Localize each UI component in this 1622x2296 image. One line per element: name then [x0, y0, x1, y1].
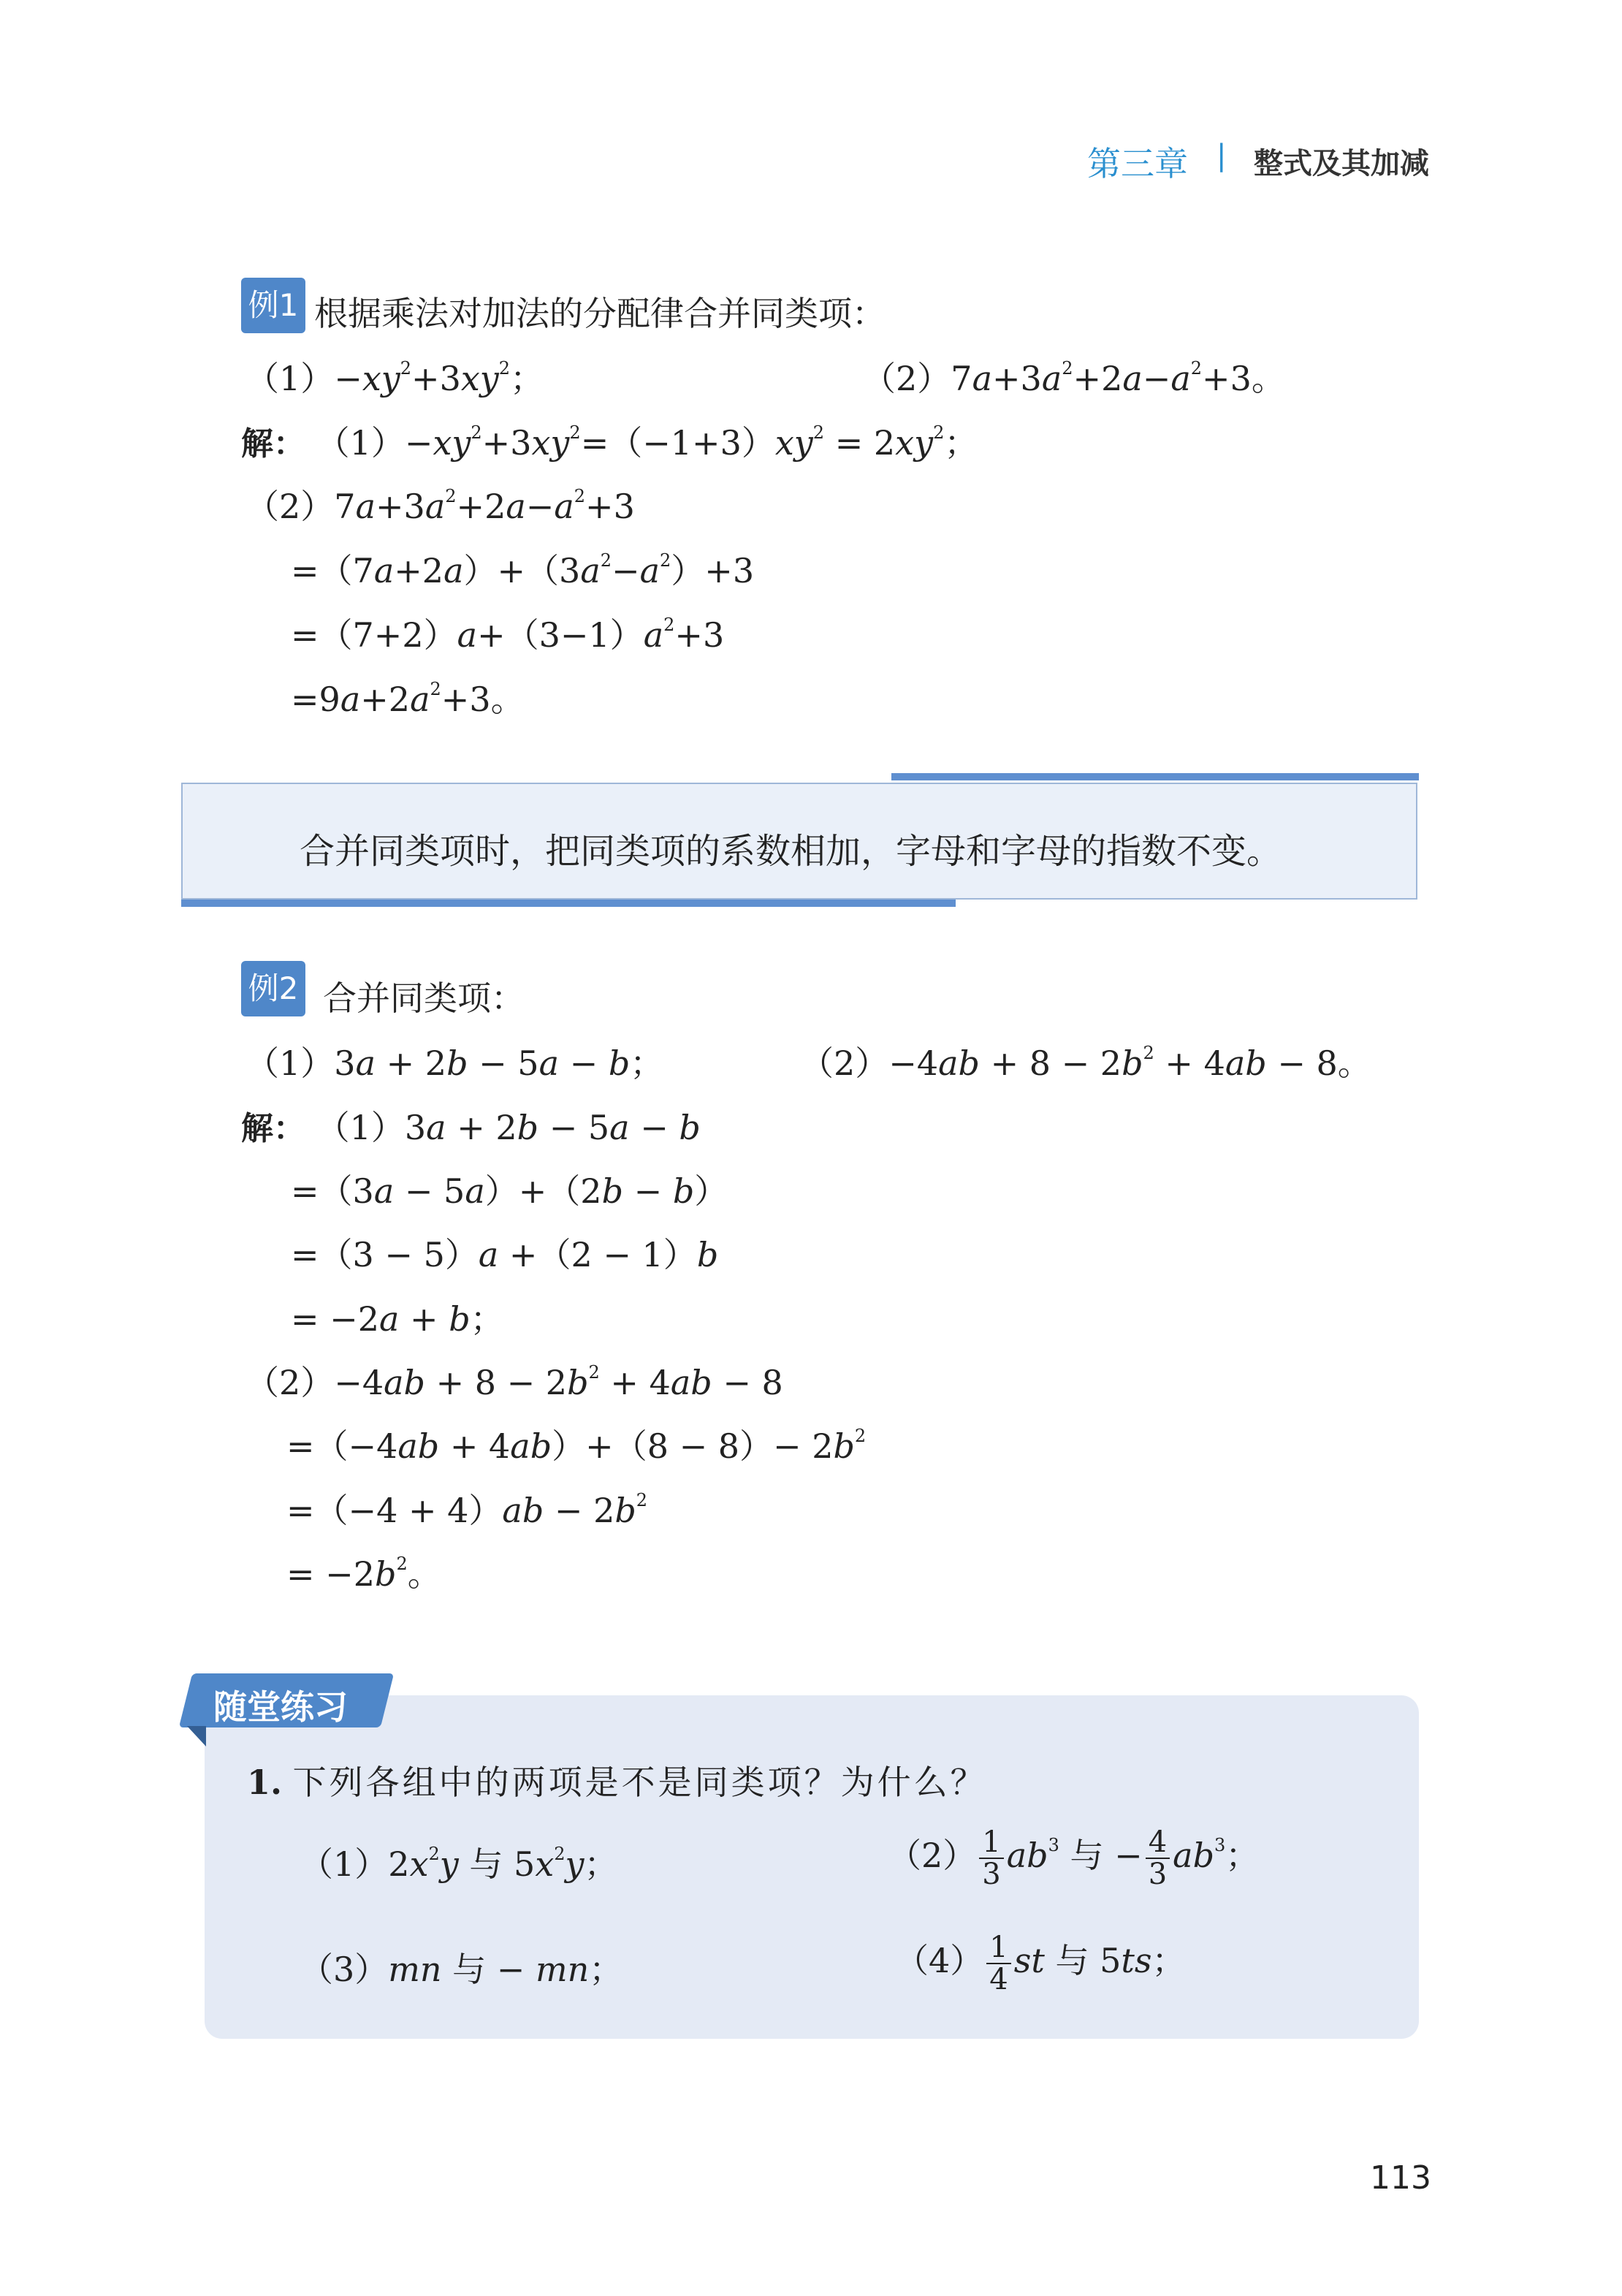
practice-item-1: $(1)2x^2y$ 与 $5x^2y$；	[300, 1844, 618, 1884]
example-1-prompt: 根据乘法对加法的分配律合并同类项：	[314, 294, 886, 333]
practice-item-2: （2） $\frac{1}{3}$ $ab^3$ 与 − $\frac{4}{3}$ $ab^3$；	[888, 1825, 1260, 1891]
example-2-badge: 例2	[241, 961, 305, 1016]
example-1-solution-1: 解： $(1)-xy^2+3xy^2=(-1+3)xy^2 = 2xy^2$；	[241, 422, 978, 463]
practice-item-4: （4） $\frac{1}{4}$ st 与 5ts；	[895, 1931, 1186, 1996]
rule-box-bottom-accent	[181, 900, 956, 907]
practice-tab-label: 随堂练习	[213, 1687, 348, 1727]
example-2-solution-1-line-4: = −2a + b；	[291, 1299, 504, 1339]
example-1-badge: 例1	[241, 278, 305, 333]
example-2-solution-2-line-2: $=(-4ab + 4ab)+(8 - 8)- 2b^2$	[286, 1426, 867, 1466]
rule-box-top-accent	[891, 773, 1419, 780]
example-2-problem-1: （1）3a + 2b − 5a − b；	[245, 1044, 664, 1083]
example-2-solution-1-line-3: =（3 − 5）a +（2 − 1）b	[291, 1235, 719, 1274]
chapter-title: 整式及其加减	[1254, 147, 1429, 180]
example-2-solution-2-line-4: = $-2b^2$。	[286, 1554, 441, 1594]
practice-question-1: 1. 下列各组中的两项是不是同类项？为什么？	[247, 1763, 987, 1802]
example-2-problem-2: $(2)-4ab + 8 - 2b^2 + 4ab - 8$。	[800, 1043, 1371, 1083]
example-1-solution-2-line-4: $=9a+2a^2+3$。	[291, 679, 525, 719]
example-1-solution-2-line-3: $=(7+2)a+(3-1)a^2+3$	[291, 615, 725, 655]
example-2-solution-2-line-3: $=(-4 + 4)ab - 2b^2$	[286, 1490, 648, 1530]
example-2-solution-2-line-1: $(2)-4ab + 8 - 2b^2 + 4ab - 8$	[245, 1362, 783, 1402]
chapter-label: 第三章	[1087, 144, 1188, 183]
example-1-problem-1: $(1)-xy^2+3xy^2$；	[245, 358, 544, 398]
example-1-problem-2: $(2)7a+3a^2+2a-a^2+3$。	[862, 358, 1285, 398]
practice-item-3: （3）mn 与 − mn；	[300, 1950, 623, 1989]
practice-tab-fold	[187, 1726, 206, 1746]
example-1-solution-2-line-2: $=(7a+2a)+(3a^2-a^2)+3$	[291, 550, 755, 590]
example-2-solution-1-line-2: =（3a − 5a）+（2b − b）	[291, 1171, 728, 1211]
page-number: 113	[1370, 2159, 1431, 2197]
example-2-solution-1-line-1: 解： （1）3a + 2b − 5a − b	[241, 1108, 701, 1147]
header-separator: |	[1216, 139, 1227, 172]
example-2-prompt: 合并同类项：	[323, 978, 525, 1018]
rule-text: 合并同类项时，把同类项的系数相加，字母和字母的指数不变。	[300, 831, 1282, 872]
example-1-solution-2-line-1: $(2)7a+3a^2+2a-a^2+3$	[245, 486, 635, 526]
